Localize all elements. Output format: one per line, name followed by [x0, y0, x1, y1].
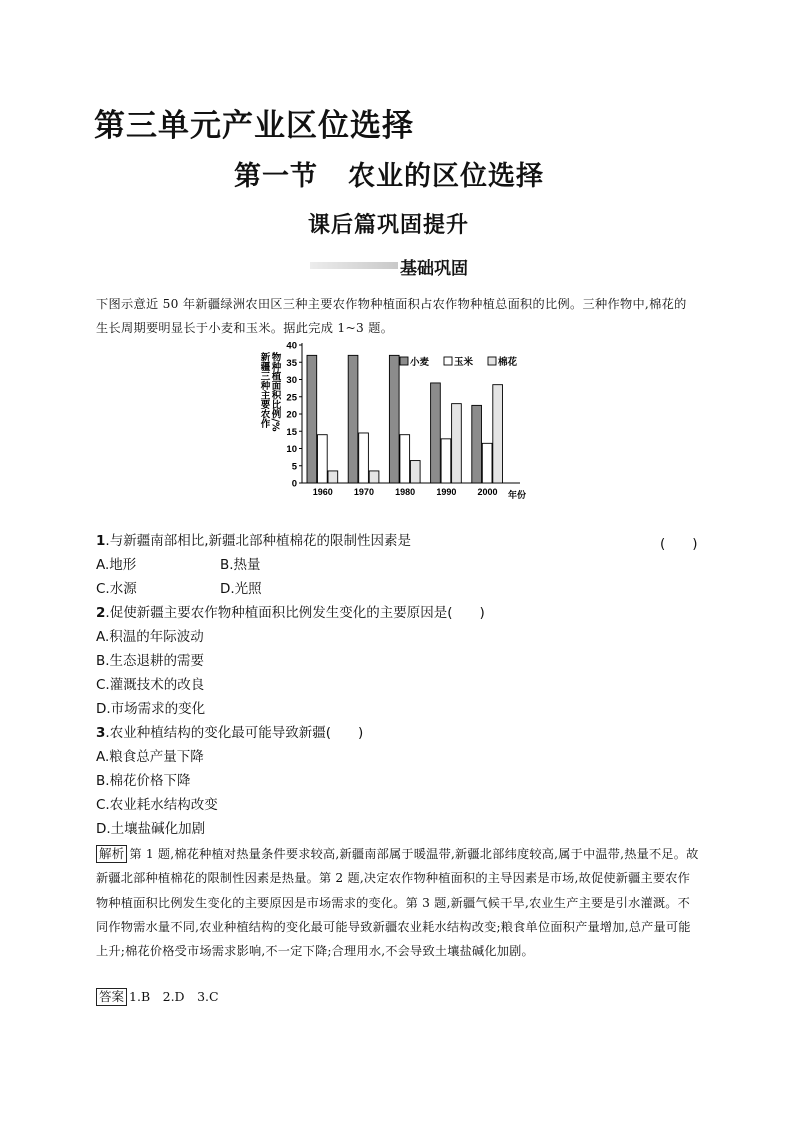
question-3-text: .农业种植结构的变化最可能导致新疆( ) [105, 725, 364, 741]
question-1-number: 1 [96, 533, 106, 549]
bar-棉花-1960 [328, 471, 338, 483]
section-title [234, 154, 544, 193]
question-2-option-d: D.市场需求的变化 [96, 701, 206, 717]
answer-tag: 答案 [96, 988, 127, 1006]
legend-label-小麦: 小麦 [410, 357, 430, 368]
bar-棉花-2000 [493, 385, 503, 483]
bar-玉米-2000 [482, 443, 492, 483]
analysis-block [96, 842, 700, 963]
y-tick-label: 5 [291, 461, 297, 473]
y-tick-label: 25 [286, 392, 297, 404]
y-tick-label: 10 [286, 444, 297, 455]
question-2-option-c: C.灌溉技术的改良 [96, 677, 205, 693]
intro-text: 下图示意近 50 年新疆绿洲农田区三种主要农作物种植面积占农作物种植总面积的比例。三种作物中,棉花的生长周期要明显长于小麦和玉米。据此完成 1~3 题。 [96, 297, 687, 335]
x-tick-label: 1960 [312, 487, 333, 497]
bar-chart [252, 338, 542, 503]
y-tick-label: 15 [286, 426, 297, 438]
y-tick-label: 20 [286, 409, 297, 421]
question-1-option-b: B.热量 [220, 557, 261, 573]
question-3-option-c: C.农业耗水结构改变 [96, 797, 218, 813]
bar-小麦-1990 [431, 383, 441, 483]
question-3-stem [96, 723, 363, 743]
bar-棉花-1980 [410, 461, 420, 483]
bar-玉米-1960 [318, 435, 328, 483]
band-decoration [310, 262, 398, 269]
question-1-answer-blank: ( ) [660, 536, 698, 552]
bar-小麦-1960 [307, 355, 317, 483]
bar-玉米-1980 [400, 435, 410, 483]
y-tick-label: 35 [286, 357, 297, 369]
legend-label-棉花: 棉花 [498, 357, 518, 368]
unit-prefix: 第三单元 [94, 108, 222, 144]
analysis-text: 第 1 题,棉花种植对热量条件要求较高,新疆南部属于暖温带,新疆北部纬度较高,属于中温带,热量不足。故新疆北部种植棉花的限制性因素是热量。第 2 题,决定农作物种植面积的主导因素是市场,故促使新疆主要农作物种植面积比例发生变化的主要原因是市场需求的变化。第 3 题,新疆气候干旱,农业生产主要是引水灌溉。不同作物需水量不同,农业种植结构的变化最可能导致新疆农业耗水结构改变;粮食单位面积产量增加,总产量可能上升;棉花价格受市场需求影响,不一定下降;合理用水,不会导致土壤盐碱化加剧。 [96, 847, 699, 959]
legend-swatch-棉花 [488, 357, 496, 365]
question-2-number: 2 [96, 605, 106, 621]
question-3-option-a: A.粮食总产量下降 [96, 749, 204, 765]
answer-text: 1.B 2.D 3.C [129, 989, 219, 1004]
question-3-option-d: D.土壤盐碱化加剧 [96, 821, 206, 837]
answer-block [96, 987, 219, 1006]
bar-玉米-1990 [441, 439, 451, 483]
y-tick-label: 40 [286, 340, 297, 352]
question-3-option-b: B.棉花价格下降 [96, 773, 191, 789]
question-1-stem [96, 531, 411, 551]
question-1-text: .与新疆南部相比,新疆北部种植棉花的限制性因素是 [105, 533, 411, 549]
bar-小麦-1970 [348, 355, 358, 483]
question-1-option-d: D.光照 [220, 581, 262, 597]
question-2-option-a: A.积温的年际波动 [96, 629, 204, 645]
legend-label-玉米: 玉米 [454, 357, 474, 368]
bar-小麦-2000 [472, 405, 482, 483]
question-2-stem [96, 603, 485, 623]
legend-swatch-玉米 [444, 357, 452, 365]
x-tick-label: 1980 [395, 487, 416, 497]
x-tick-label: 1970 [353, 487, 374, 497]
page-subtitle: 课后篇巩固提升 [308, 213, 470, 238]
question-1-option-c: C.水源 [96, 581, 137, 597]
y-tick-label: 0 [291, 478, 297, 490]
legend-swatch-小麦 [400, 357, 408, 365]
unit-title-text: 产业区位选择 [222, 108, 414, 144]
y-axis-label-line: 新疆三种主要农作 [258, 352, 270, 428]
section-title-text: 农业的区位选择 [348, 161, 544, 192]
x-tick-label: 2000 [477, 487, 498, 497]
unit-title [94, 100, 414, 145]
question-2-option-b: B.生态退耕的需要 [96, 653, 205, 669]
x-tick-label: 1990 [436, 487, 457, 497]
y-tick-label: 30 [286, 375, 297, 386]
question-3-number: 3 [96, 725, 106, 741]
question-2-text: .促使新疆主要农作物种植面积比例发生变化的主要原因是( ) [105, 605, 485, 621]
y-axis-label-line: 物种植面积比例/% [269, 352, 281, 432]
bar-棉花-1970 [369, 471, 379, 483]
band-label: 基础巩固 [400, 259, 468, 279]
bar-小麦-1980 [389, 355, 399, 483]
x-axis-label: 年份 [508, 491, 527, 501]
section-number: 第一节 [234, 161, 318, 192]
bar-棉花-1990 [452, 404, 462, 483]
analysis-tag: 解析 [96, 845, 127, 863]
question-1-option-a: A.地形 [96, 557, 137, 573]
bar-玉米-1970 [359, 433, 369, 483]
